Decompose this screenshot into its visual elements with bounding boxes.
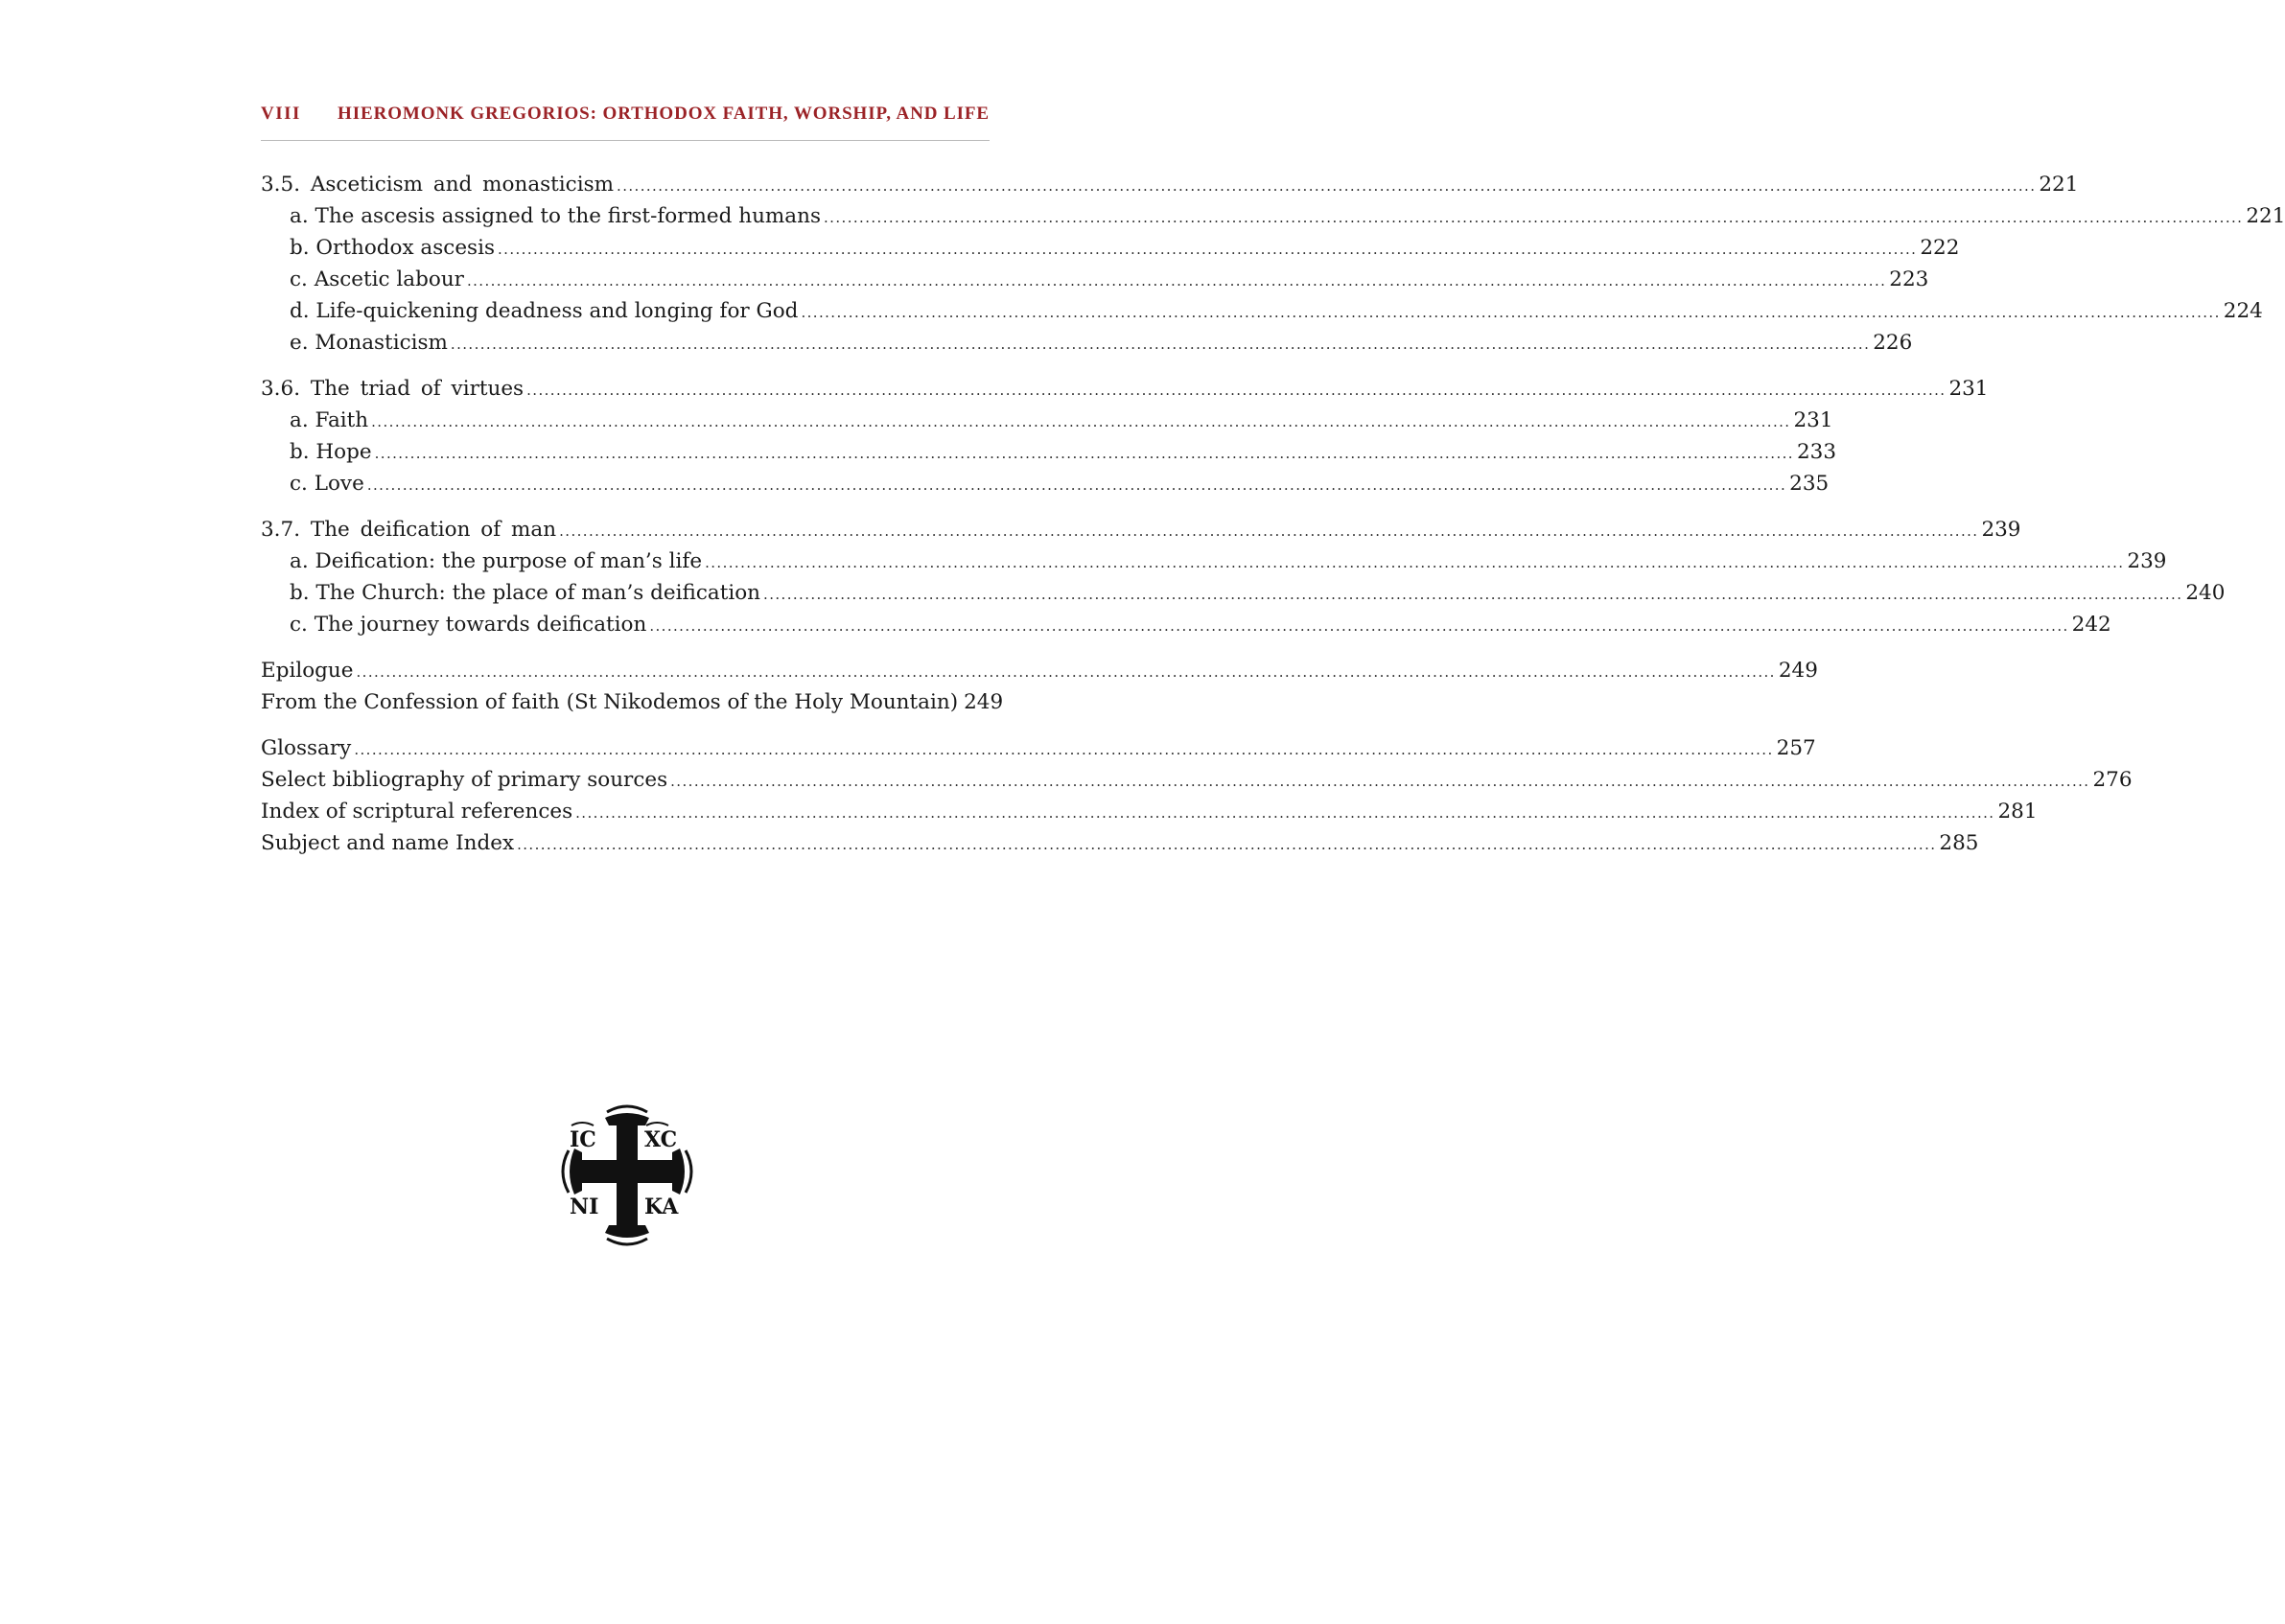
toc-page-number: 240 [2185, 581, 2226, 605]
toc-entry-label: b. Hope [290, 440, 372, 464]
emblem-letters-xc: XC [644, 1127, 678, 1152]
toc-entry[interactable] [261, 796, 2038, 827]
toc-subentry[interactable] [261, 609, 2111, 640]
toc-entry-label: Epilogue [261, 659, 354, 683]
ic-xc-nika-cross-icon [546, 1091, 709, 1254]
toc-section [261, 655, 1818, 718]
toc-page-number: 233 [1796, 440, 1837, 464]
toc-section [261, 169, 2285, 359]
toc-entry[interactable] [261, 827, 1979, 859]
toc-subentry[interactable] [261, 295, 2263, 327]
toc-page-number: 276 [2092, 768, 2133, 792]
toc-entry[interactable] [261, 514, 2021, 545]
toc-page-number: 242 [2071, 613, 2111, 637]
dot-leader: ................................................................................................................................................................................................................................................ [705, 554, 2125, 571]
toc-entry-label: d. Life-quickening deadness and longing for God [290, 299, 799, 323]
toc-subentry[interactable] [261, 545, 2167, 577]
running-header [261, 104, 990, 141]
toc-page-number: 222 [1920, 236, 1960, 260]
emblem-letters-ic: IC [570, 1127, 596, 1152]
emblem-letters-ni: NI [570, 1195, 599, 1219]
toc-entry-label: Glossary [261, 736, 352, 760]
toc-entry-label: 3.5. Asceticism and monasticism [261, 173, 615, 197]
toc-entry-label: 3.7. The deification of man [261, 518, 557, 542]
dot-leader: ................................................................................................................................................................................................................................................ [517, 836, 1937, 853]
toc-entry-label: 3.6. The triad of virtues [261, 377, 525, 401]
toc-page-number: 231 [1948, 377, 1989, 401]
toc-page-number: 226 [1873, 331, 1913, 355]
dot-leader: ................................................................................................................................................................................................................................................ [371, 413, 1791, 430]
toc-entry[interactable] [261, 732, 1816, 764]
emblem-letters-ka: KA [644, 1195, 679, 1219]
toc-entry-label: c. Love [290, 472, 364, 496]
toc-section [261, 732, 2133, 859]
toc-entry-label: c. Ascetic labour [290, 267, 464, 291]
toc-page-number: 231 [1793, 408, 1833, 432]
dot-leader: ................................................................................................................................................................................................................................................ [801, 304, 2221, 321]
toc-subentry[interactable] [261, 200, 2285, 232]
toc-entry-label: b. The Church: the place of man’s deification [290, 581, 761, 605]
toc-entry-label: c. The journey towards deification [290, 613, 647, 637]
dot-leader: ................................................................................................................................................................................................................................................ [374, 445, 1794, 462]
toc-subentry[interactable] [261, 232, 1960, 264]
toc-page-number: 221 [2039, 173, 2079, 197]
toc-entry-label: Select bibliography of primary sources [261, 768, 668, 792]
toc-section [261, 514, 2226, 640]
dot-leader: ................................................................................................................................................................................................................................................ [559, 522, 1979, 540]
table-of-contents [261, 169, 2285, 873]
toc-page-number: 224 [2223, 299, 2263, 323]
book-title-header: HIEROMONK GREGORIOS: ORTHODOX FAITH, WORSHIP, AND LIFE [338, 104, 990, 124]
dot-leader: ................................................................................................................................................................................................................................................ [763, 586, 2183, 603]
toc-entry[interactable] [261, 169, 2079, 200]
toc-page-number: 249 [964, 690, 1004, 714]
toc-entry-label: a. The ascesis assigned to the first-formed humans [290, 204, 822, 228]
toc-entry[interactable] [261, 686, 1004, 718]
page-folio: VIII [261, 104, 301, 124]
toc-subentry[interactable] [261, 327, 1913, 359]
toc-subentry[interactable] [261, 436, 1837, 468]
dot-leader: ................................................................................................................................................................................................................................................ [526, 382, 1947, 399]
dot-leader: ................................................................................................................................................................................................................................................ [466, 272, 1887, 290]
toc-entry-label: From the Confession of faith (St Nikodemos of the Holy Mountain) [261, 690, 959, 714]
toc-page-number: 249 [1778, 659, 1818, 683]
toc-entry-label: b. Orthodox ascesis [290, 236, 495, 260]
dot-leader: ................................................................................................................................................................................................................................................ [649, 617, 2069, 635]
dot-leader: ................................................................................................................................................................................................................................................ [575, 804, 1995, 822]
toc-page-number: 235 [1789, 472, 1830, 496]
toc-entry-label: Subject and name Index [261, 831, 515, 855]
toc-entry[interactable] [261, 655, 1818, 686]
toc-subentry[interactable] [261, 577, 2226, 609]
toc-page-number: 257 [1776, 736, 1816, 760]
dot-leader: ................................................................................................................................................................................................................................................ [366, 476, 1787, 494]
toc-entry-label: e. Monasticism [290, 331, 448, 355]
toc-page-number: 239 [1981, 518, 2021, 542]
toc-page-number: 285 [1939, 831, 1979, 855]
dot-leader: ................................................................................................................................................................................................................................................ [354, 741, 1774, 758]
dot-leader: ................................................................................................................................................................................................................................................ [356, 663, 1776, 681]
dot-leader: ................................................................................................................................................................................................................................................ [498, 241, 1918, 258]
toc-page-number: 221 [2246, 204, 2285, 228]
toc-section [261, 373, 1989, 499]
toc-subentry[interactable] [261, 405, 1833, 436]
toc-page-number: 281 [1997, 800, 2038, 824]
toc-entry-label: a. Faith [290, 408, 369, 432]
toc-entry-label: Index of scriptural references [261, 800, 573, 824]
dot-leader: ................................................................................................................................................................................................................................................ [450, 336, 1871, 353]
dot-leader: ................................................................................................................................................................................................................................................ [617, 177, 2037, 195]
dot-leader: ................................................................................................................................................................................................................................................ [824, 209, 2244, 226]
toc-entry-label: a. Deification: the purpose of man’s life [290, 549, 703, 573]
toc-page-number: 223 [1889, 267, 1929, 291]
toc-subentry[interactable] [261, 468, 1830, 499]
toc-page-number: 239 [2127, 549, 2167, 573]
toc-entry[interactable] [261, 764, 2133, 796]
toc-entry[interactable] [261, 373, 1989, 405]
dot-leader: ................................................................................................................................................................................................................................................ [670, 773, 2090, 790]
toc-subentry[interactable] [261, 264, 1929, 295]
